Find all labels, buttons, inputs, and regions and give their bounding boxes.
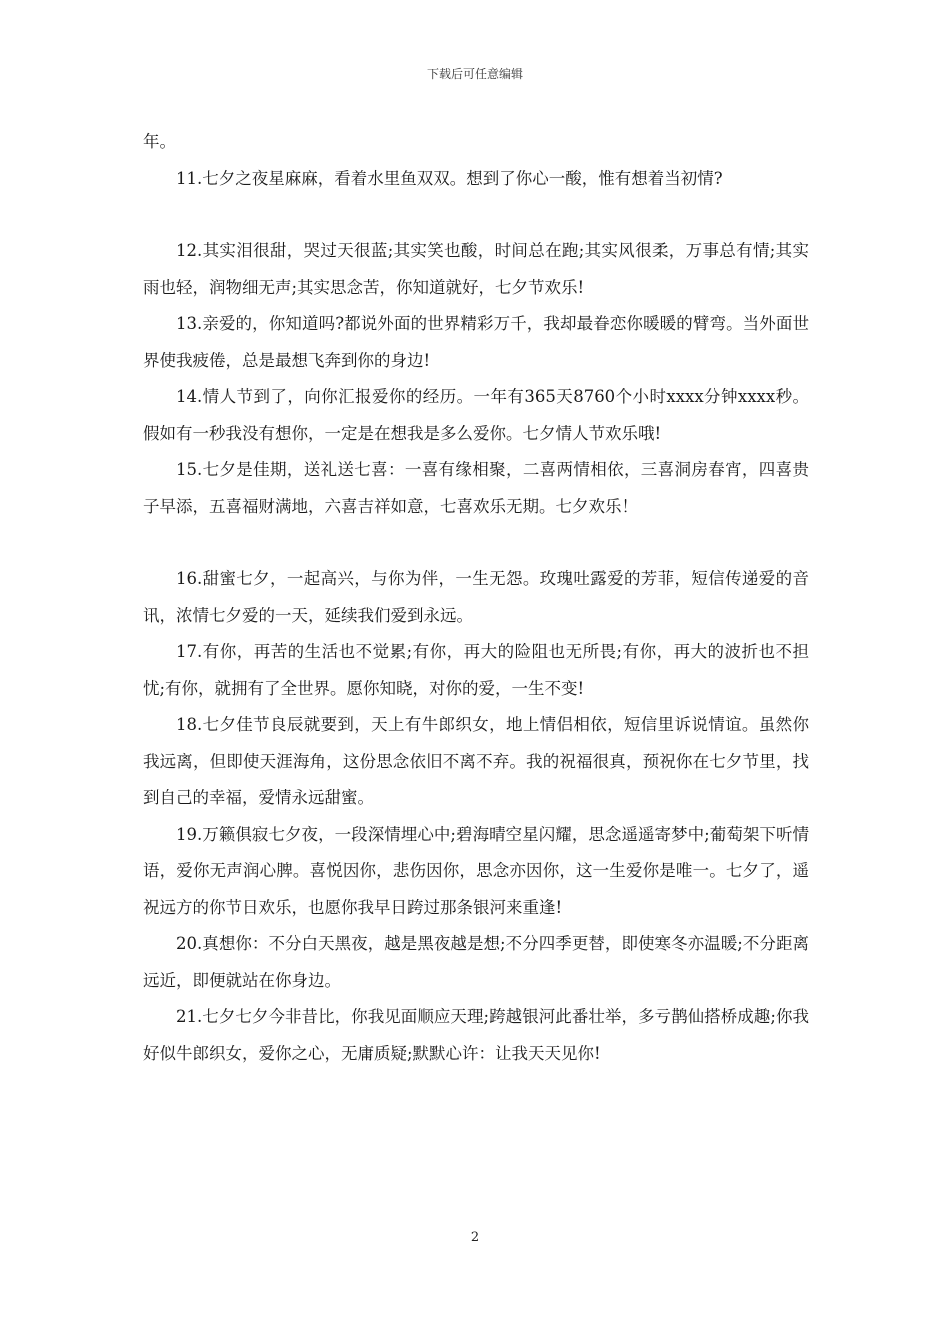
paragraph-11: 11.七夕之夜星麻麻，看着水里鱼双双。想到了你心一酸，惟有想着当初情? bbox=[176, 168, 723, 188]
paragraph-16: 16.甜蜜七夕，一起高兴，与你为伴，一生无怨。玫瑰吐露爱的芳菲，短信传递爱的音讯，浓情七夕爱的一天，延续我们爱到永远。 bbox=[143, 569, 809, 625]
paragraph-continuation: 年。 bbox=[143, 132, 176, 151]
paragraph-17: 17.有你，再苦的生活也不觉累;有你，再大的险阻也无所畏;有你，再大的波折也不担忧;有你，就拥有了全世界。愿你知晓，对你的爱，一生不变! bbox=[143, 642, 809, 698]
paragraph-19: 19.万籁俱寂七夕夜，一段深情埋心中;碧海晴空星闪耀，思念遥遥寄梦中;葡萄架下听情语，爱你无声润心脾。喜悦因你，悲伤因你，思念亦因你，这一生爱你是唯一。七夕了，遥祝远方的你节日欢乐，也愿你我早日跨过那条银河来重逢! bbox=[143, 824, 809, 917]
page-header: 下载后可任意编辑 bbox=[426, 67, 523, 81]
paragraph-13: 13.亲爱的，你知道吗?都说外面的世界精彩万千，我却最眷恋你暖暖的臂弯。当外面世界使我疲倦，总是最想飞奔到你的身边! bbox=[143, 314, 809, 370]
paragraph-14: 14.情人节到了，向你汇报爱你的经历。一年有365天8760个小时xxxx分钟xxxx秒。假如有一秒我没有想你，一定是在想我是多么爱你。七夕情人节欢乐哦! bbox=[143, 387, 809, 443]
paragraph-18: 18.七夕佳节良辰就要到，天上有牛郎织女，地上情侣相依，短信里诉说情谊。虽然你我远离，但即使天涯海角，这份思念依旧不离不弃。我的祝福很真，预祝你在七夕节里，找到自己的幸福，爱情永远甜蜜。 bbox=[143, 715, 809, 807]
document-body bbox=[143, 124, 809, 1072]
paragraph-21: 21.七夕七夕今非昔比，你我见面顺应天理;跨越银河此番壮举，多亏鹊仙搭桥成趣;你我好似牛郎织女，爱你之心，无庸质疑;默默心许：让我天天见你! bbox=[143, 1007, 809, 1063]
paragraph-15: 15.七夕是佳期，送礼送七喜：一喜有缘相聚，二喜两情相依，三喜洞房春宵，四喜贵子早添，五喜福财满地，六喜吉祥如意，七喜欢乐无期。七夕欢乐！ bbox=[143, 460, 809, 516]
page-number: 2 bbox=[470, 1230, 480, 1245]
paragraph-12: 12.其实泪很甜，哭过天很蓝;其实笑也酸，时间总在跑;其实风很柔，万事总有情;其实雨也轻，润物细无声;其实思念苦，你知道就好，七夕节欢乐! bbox=[143, 241, 809, 297]
paragraph-20: 20.真想你：不分白天黑夜，越是黑夜越是想;不分四季更替，即使寒冬亦温暖;不分距离远近，即便就站在你身边。 bbox=[143, 934, 809, 990]
